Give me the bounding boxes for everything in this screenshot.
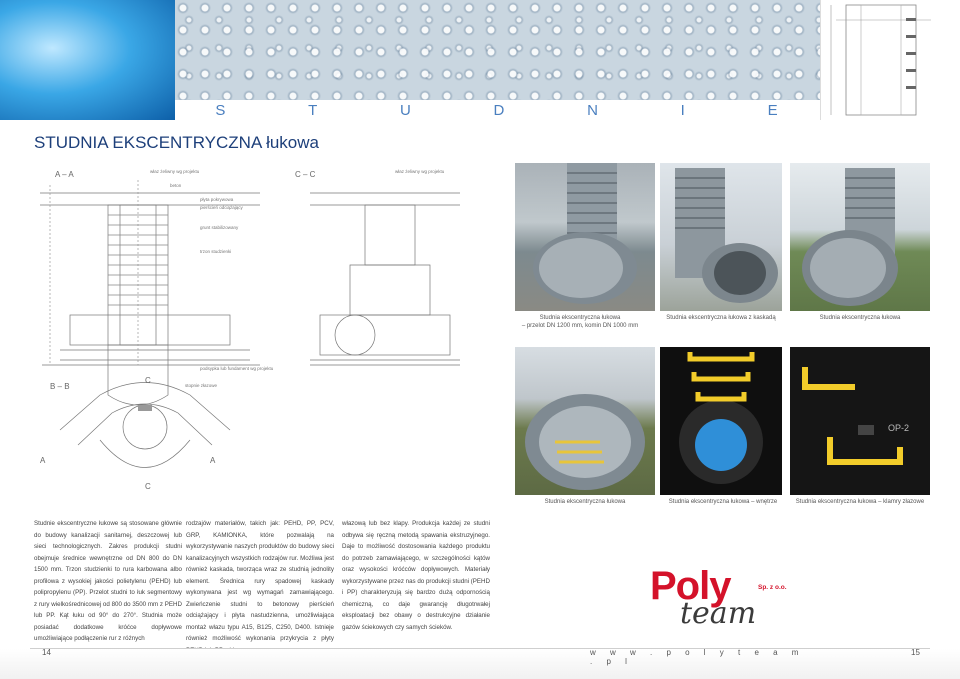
photo-ladder-rungs: [790, 347, 930, 495]
logo-team: team: [680, 596, 757, 631]
section-cc-label: C – C: [295, 170, 316, 179]
pipe-illustration: [660, 163, 782, 311]
body-text-column-2: rodzajów materiałów, takich jak: PEHD, PP, PCV, GRP, KAMIONKA, które pozwalają na wykorzystywanie naszych produktów do budowy sieci kanalizacyjnych wszystkich rodzajów rur. Możliwa jest również kaskada, tworząca wraz ze studnią jednolity element. Średnica rury spadowej kaskady wykonywana jest wg wymagań zamawiającego. Zwieńczenie studni to betonowy pierścień odciążający i płyta nastudzienna, umożliwiająca montaż włazu typu A15, B125, C250, D400. Istnieje również możliwość wykonania przykrycia z płyty: [186, 520, 334, 642]
section-c-marker-1: C: [145, 376, 151, 385]
banner-letter: I: [680, 101, 687, 119]
photo-eccentric-manhole-1: [515, 163, 655, 311]
logo-suffix: Sp. z o.o.: [758, 584, 787, 591]
pipe-illustration: [790, 163, 930, 311]
section-c-marker-2: C: [145, 482, 151, 491]
technical-drawing: [20, 165, 475, 505]
note-concrete: beton: [170, 183, 182, 188]
note-manhole-cover: właz żeliwny wg projektu: [150, 169, 200, 174]
photo-caption: Studnia ekscentryczna łukowa z kaskadą: [666, 315, 776, 321]
note-ladder: stopnie złazowe: [185, 383, 218, 388]
photo-eccentric-manhole-cascade: [660, 163, 782, 311]
photo-caption: Studnia ekscentryczna łukowa: [819, 315, 901, 321]
banner-letter: N: [587, 101, 600, 119]
ladder-illustration: [790, 347, 930, 495]
note-manhole-cover-2: właz żeliwny wg projektu: [395, 169, 445, 174]
logo-poly: Poly: [650, 564, 731, 608]
polyteam-logo: [650, 564, 810, 636]
banner-letter: D: [493, 101, 507, 119]
pipe-illustration: [515, 163, 655, 311]
page-number-right: 15: [911, 648, 920, 657]
banner-letter: U: [399, 101, 413, 119]
section-bb-label: B – B: [50, 382, 70, 391]
page-number-left: 14: [42, 648, 51, 657]
interior-illustration: [660, 347, 782, 495]
section-a-marker-2: A: [210, 456, 216, 465]
photo-caption: Studnia ekscentryczna łukowa – wnętrze: [668, 499, 778, 505]
banner-technical-drawing: [820, 0, 960, 120]
top-banner: [0, 0, 960, 120]
caption-line: Studnia ekscentryczna łukowa: [539, 315, 621, 321]
caption-line: – przelot DN 1200 mm, komin DN 1000 mm: [521, 323, 639, 329]
banner-letter: T: [308, 101, 320, 119]
photo-caption: Studnia ekscentryczna łukowa – klamry złazowe: [795, 499, 925, 505]
note-foundation: podsypka lub fundament wg projektu: [200, 366, 274, 371]
photo-caption: [495, 314, 665, 330]
note-relief-ring: pierścień odciążający: [200, 205, 243, 210]
note-shaft: trzon studzienki: [200, 249, 232, 254]
photo-eccentric-manhole-3: [515, 347, 655, 495]
body-text-column-3: włazową lub bez klapy. Produkcja każdej ze studni odbywa się ręczną metodą spawania ekstruzyjnego. Daje to możliwość dostosowania każdego produktu do potrzeb zamawiającego, w szczególności kątów oraz wysokości króćców dopływowych. Materiały wykorzystywane przez nas do produkcji studni (PEHD i PP) charakteryzują się bardzo dużą odpornością chemiczną, co daje gwarancję długotrwałej eksploatacji bez obawy o destrukcyjne działanie gazów ściekowych czy samych ścieków.: [342, 520, 490, 631]
note-stabilized-ground: grunt stabilizowany: [200, 225, 239, 230]
banner-letter: S: [215, 101, 228, 119]
website-link[interactable]: w w w . p o l y t e a m . p l: [590, 648, 805, 666]
water-photo: [0, 0, 175, 120]
pipe-illustration: [515, 347, 655, 495]
banner-title: [175, 100, 820, 120]
section-aa-label: A – A: [55, 170, 74, 179]
page-title: STUDNIA EKSCENTRYCZNA łukowa: [34, 133, 319, 152]
photo-eccentric-manhole-2: [790, 163, 930, 311]
note-cover-plate: płyta pokrywowa: [200, 197, 234, 202]
section-a-marker-1: A: [40, 456, 46, 465]
water-drops-photo: [175, 0, 820, 100]
photo-caption: Studnia ekscentryczna łukowa: [544, 499, 626, 505]
banner-letter: E: [767, 101, 780, 119]
photo-manhole-interior: [660, 347, 782, 495]
op2-label: OP-2: [888, 423, 910, 433]
body-text-column-1: Studnie ekscentryczne łukowe są stosowane głównie do budowy kanalizacji sanitarnej, deszczowej lub sieci technologicznych. Zakres produkcji studni obejmuje średnice wewnętrzne od DN 800 do DN 1500 mm. Trzon studzienki to rura karbowana albo profilowa z wysokiej jakości polietylenu (PEHD) lub polipropylenu (PP). Przelot studni to łuk segmentowy z rury wielkośrednicowej od 800 do 3500 mm z PEHD lub PP. Kąt łuku od 90° do 270°. Studnia może posiadać dodatkowe króćce dopływowe umożliwiające podłączenie rur z różnych: [34, 520, 182, 642]
